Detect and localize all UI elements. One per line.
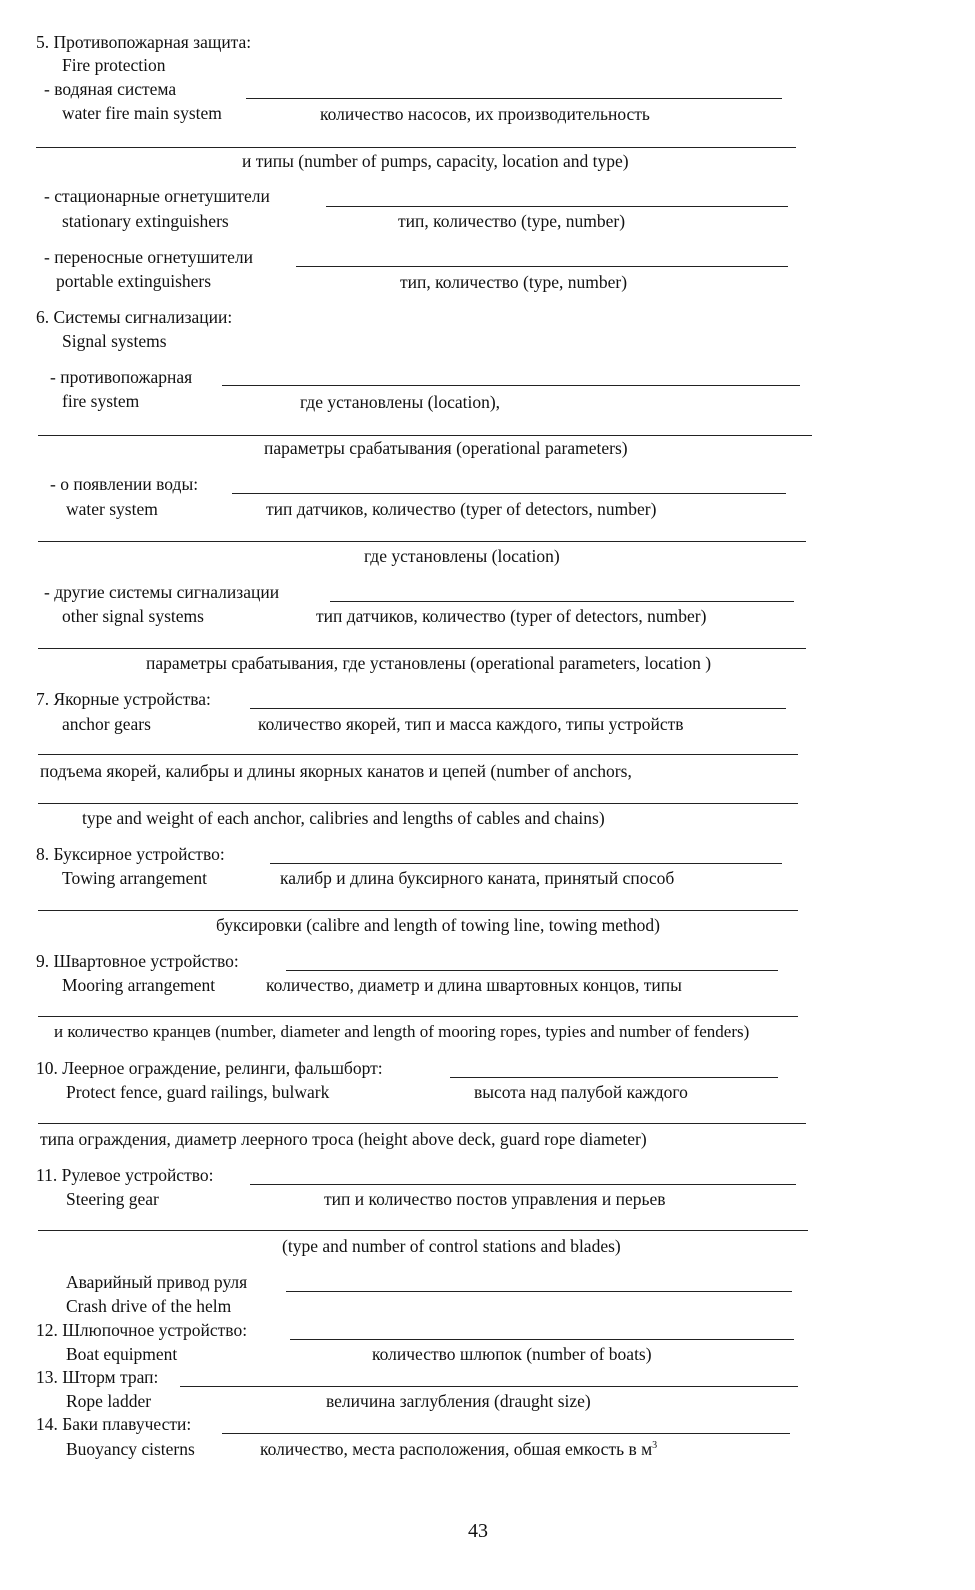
water-alarm-hint-2: где установлены (location): [364, 546, 560, 566]
emergency-drive-field[interactable]: [286, 1291, 792, 1292]
water-system-label: - водяная система: [44, 79, 177, 99]
fire-system-label-en: fire system: [62, 391, 140, 411]
water-alarm-field[interactable]: [232, 493, 786, 494]
section-12-title-en: Boat equipment: [66, 1344, 178, 1364]
emergency-drive-label-en: Crash drive of the helm: [66, 1296, 232, 1316]
fire-system-hint: где установлены (location),: [300, 392, 501, 412]
stationary-extinguishers-field[interactable]: [326, 206, 788, 207]
fence-hint-2: типа ограждения, диаметр леерного троса (height above deck, guard rope diameter): [40, 1129, 647, 1149]
section-10-title: 10. Леерное ограждение, релинги, фальшборт:: [36, 1058, 383, 1078]
other-alarms-label: - другие системы сигнализации: [44, 582, 280, 602]
water-alarm-label: - о появлении воды:: [50, 474, 199, 494]
boat-equipment-field[interactable]: [290, 1339, 794, 1340]
other-alarms-field-2[interactable]: [38, 648, 806, 649]
fire-system-field[interactable]: [222, 385, 800, 386]
water-system-hint: количество насосов, их производительность: [320, 104, 650, 124]
fence-field[interactable]: [450, 1077, 778, 1078]
steering-field-2[interactable]: [38, 1230, 808, 1231]
section-13-title: 13. Шторм трап:: [36, 1367, 159, 1387]
stationary-extinguishers-label: - стационарные огнетушители: [44, 186, 270, 206]
other-alarms-hint-2: параметры срабатывания, где установлены (operational parameters, location ): [146, 653, 712, 673]
anchor-gears-field-2[interactable]: [38, 754, 798, 755]
anchor-gears-hint: количество якорей, тип и масса каждого, типы устройств: [258, 714, 684, 734]
anchor-gears-field-3[interactable]: [38, 803, 798, 804]
towing-hint-2: буксировки (calibre and length of towing line, towing method): [216, 915, 660, 935]
section-14-title: 14. Баки плавучести:: [36, 1414, 192, 1434]
fence-hint: высота над палубой каждого: [474, 1082, 688, 1102]
section-7-title: 7. Якорные устройства:: [36, 689, 211, 709]
rope-ladder-hint: величина заглубления (draught size): [326, 1391, 591, 1411]
section-6-title: 6. Системы сигнализации:: [36, 307, 233, 327]
page-number: 43: [468, 1520, 488, 1542]
towing-field[interactable]: [270, 863, 782, 864]
emergency-drive-label: Аварийный привод руля: [66, 1272, 248, 1292]
other-alarms-field[interactable]: [330, 601, 794, 602]
section-11-title: 11. Рулевое устройство:: [36, 1165, 214, 1185]
section-13-title-en: Rope ladder: [66, 1391, 152, 1411]
section-5-title-en: Fire protection: [62, 55, 166, 75]
water-system-hint-2: и типы (number of pumps, capacity, location and type): [242, 151, 629, 171]
portable-extinguishers-hint: тип, количество (type, number): [400, 272, 628, 292]
buoyancy-hint: [260, 1439, 657, 1459]
mooring-field-2[interactable]: [38, 1016, 798, 1017]
fire-system-field-2[interactable]: [38, 435, 812, 436]
other-alarms-label-en: other signal systems: [62, 606, 204, 626]
portable-extinguishers-label: - переносные огнетушители: [44, 247, 254, 267]
portable-extinguishers-label-en: portable extinguishers: [56, 271, 212, 291]
buoyancy-hint-text: количество, места расположения, обшая емкость в м: [260, 1439, 653, 1459]
section-7-title-en: anchor gears: [62, 714, 151, 734]
stationary-extinguishers-hint: тип, количество (type, number): [398, 211, 626, 231]
section-12-title: 12. Шлюпочное устройство:: [36, 1320, 248, 1340]
towing-hint: калибр и длина буксирного каната, принятый способ: [280, 868, 675, 888]
buoyancy-field[interactable]: [222, 1433, 790, 1434]
section-8-title: 8. Буксирное устройство:: [36, 844, 225, 864]
anchor-gears-field[interactable]: [250, 708, 786, 709]
mooring-field[interactable]: [286, 970, 778, 971]
steering-hint-2: (type and number of control stations and blades): [282, 1236, 621, 1256]
fire-system-hint-2: параметры срабатывания (operational parameters): [264, 438, 628, 458]
towing-field-2[interactable]: [38, 910, 798, 911]
water-alarm-hint: тип датчиков, количество (typer of detectors, number): [266, 499, 657, 519]
section-9-title-en: Mooring arrangement: [62, 975, 216, 995]
water-alarm-label-en: water system: [66, 499, 158, 519]
fire-system-label: - противопожарная: [50, 367, 193, 387]
section-10-title-en: Protect fence, guard railings, bulwark: [66, 1082, 330, 1102]
section-9-title: 9. Швартовное устройство:: [36, 951, 239, 971]
stationary-extinguishers-label-en: stationary extinguishers: [62, 211, 229, 231]
water-system-label-en: water fire main system: [62, 103, 222, 123]
rope-ladder-field[interactable]: [180, 1386, 798, 1387]
mooring-hint-2: и количество кранцев (number, diameter and length of mooring ropes, typies and number of fenders): [54, 1022, 750, 1041]
other-alarms-hint: тип датчиков, количество (typer of detectors, number): [316, 606, 707, 626]
water-system-field[interactable]: [246, 98, 782, 99]
steering-hint: тип и количество постов управления и перьев: [324, 1189, 666, 1209]
water-system-field-2[interactable]: [36, 147, 796, 148]
anchor-gears-hint-2: подъема якорей, калибры и длины якорных канатов и цепей (number of anchors,: [40, 761, 632, 781]
section-11-title-en: Steering gear: [66, 1189, 159, 1209]
section-14-title-en: Buoyancy cisterns: [66, 1439, 195, 1459]
portable-extinguishers-field[interactable]: [296, 266, 788, 267]
boat-equipment-hint: количество шлюпок (number of boats): [372, 1344, 652, 1364]
cubic-superscript: 3: [652, 1440, 658, 1452]
fence-field-2[interactable]: [38, 1123, 806, 1124]
section-5-title: 5. Противопожарная защита:: [36, 32, 252, 52]
water-alarm-field-2[interactable]: [38, 541, 806, 542]
mooring-hint: количество, диаметр и длина швартовных концов, типы: [266, 975, 682, 995]
section-8-title-en: Towing arrangement: [62, 868, 208, 888]
section-6-title-en: Signal systems: [62, 331, 167, 351]
steering-field[interactable]: [250, 1184, 796, 1185]
anchor-gears-hint-3: type and weight of each anchor, calibries and lengths of cables and chains): [82, 808, 605, 828]
